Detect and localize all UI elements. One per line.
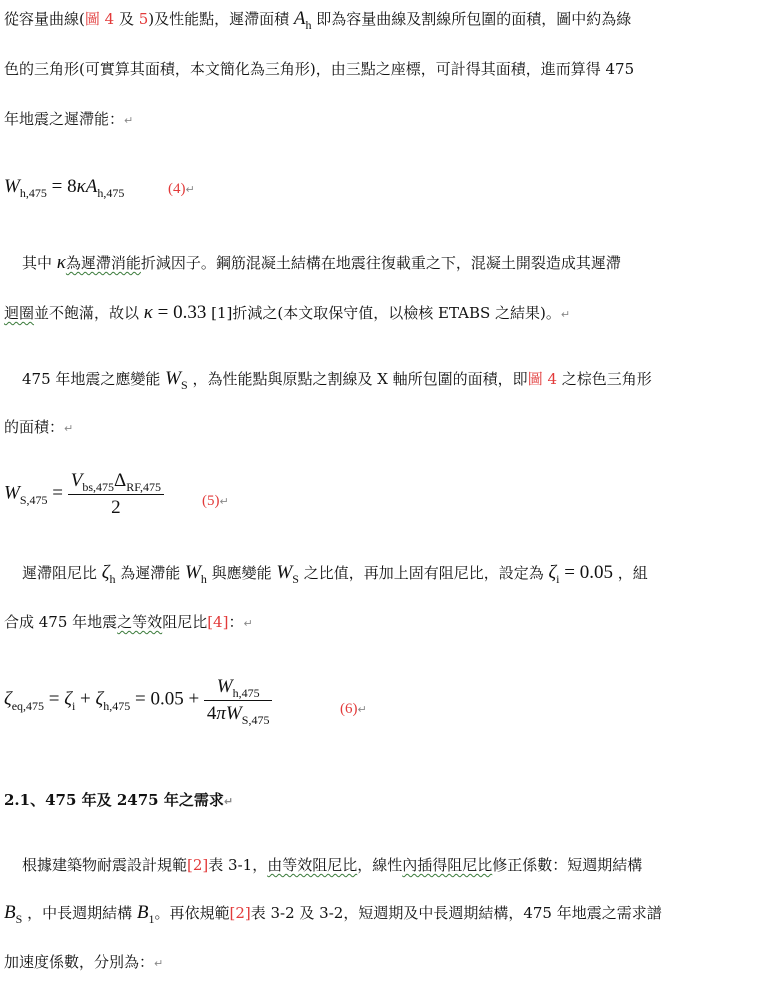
equation-4: $W_{h,475} = 8\kappa A_{h,475}$ [4,176,125,200]
equation-number: (4)↵ [168,181,195,197]
symbol-sub: h [305,18,312,32]
symbol-A: A [293,8,306,29]
paragraph-mark-icon: ↵ [357,703,367,716]
citation-ref[interactable]: [2] [229,904,251,922]
p3-line2: 的面積：↵ [4,418,74,436]
figure-ref[interactable]: 圖 4 [84,10,115,28]
p3-line1: 475 年地震之應變能 $W_S$ ，為性能點與原點之割線及 X 軸所包圍的面積，即圖 4 之棕色三角形 [22,368,652,392]
p2-line1: 其中 κ為遲滯消能折減因子。鋼筋混凝土結構在地震往復載重之下，混凝土開裂造成其遲滯 [22,252,621,273]
p1-line1: 從容量曲線(圖 4 及 5)及性能點，遲滯面積 $A_h$ 即為容量曲線及割線所包圍的面積，圖中約為綠 [4,8,632,32]
paragraph-mark-icon: ↵ [560,308,571,321]
citation-ref[interactable]: [4] [207,613,229,631]
symbol-kappa: κ [56,252,66,273]
paragraph-mark-icon: ↵ [243,617,253,630]
paragraph-mark-icon: ↵ [124,114,134,127]
section-heading: 2.1、475 年及 2475 年之需求↵ [4,791,234,809]
p1-line3: 年地震之遲滯能：↵ [4,110,134,128]
p5-line1: 根據建築物耐震設計規範[2]表 3-1，由等效阻尼比，線性內插得阻尼比修正係數：短週期結構 [22,856,643,874]
p2-line2: 迴圈並不飽滿，故以 κ = 0.33 [1]折減之(本文取保守值，以檢核 ETABS 之結果)。↵ [4,302,571,323]
equation-5: $W_{S,475}$ = $\frac{V_{bs,475}\Delta_{RF,475}}{2}$ [4,470,164,519]
p4-line2: 合成 475 年地震之等效阻尼比[4]：↵ [4,613,253,631]
equation-number: (5)↵ [202,493,229,509]
symbol-W: W [165,368,181,389]
p5-line3: 加速度係數，分別為：↵ [4,953,164,971]
figure-ref[interactable]: 5 [138,10,149,28]
citation-ref[interactable]: [2] [187,856,209,874]
p5-line2: $B_S$ ，中長週期結構 $B_1$。再依規範[2]表 3-2 及 3-2，短週期及中長週期結構，475 年地震之需求譜 [4,902,662,926]
paragraph-mark-icon: ↵ [219,495,229,508]
p4-line1: 遲滯阻尼比 $\zeta_h$ 為遲滯能 $W_h$ 與應變能 $W_S$ 之比值，再加上固有阻尼比，設定為 $\zeta_i = 0.05$ ，組 [22,562,648,586]
p1-line2: 色的三角形(可實算其面積，本文簡化為三角形)，由三點之座標，可計得其面積，進而算得 475 [4,60,635,78]
paragraph-mark-icon: ↵ [185,183,195,196]
equation-6: $\zeta_{eq,475} = \zeta_i + \zeta_{h,475} = 0.05$ + $\frac{W_{h,475}}{4\pi W_{S,475}}$ [4,676,272,725]
figure-ref[interactable]: 圖 4 [527,370,557,388]
paragraph-mark-icon: ↵ [154,957,164,970]
equation-number: (6)↵ [340,701,367,717]
paragraph-mark-icon: ↵ [223,795,234,808]
paragraph-mark-icon: ↵ [64,422,74,435]
